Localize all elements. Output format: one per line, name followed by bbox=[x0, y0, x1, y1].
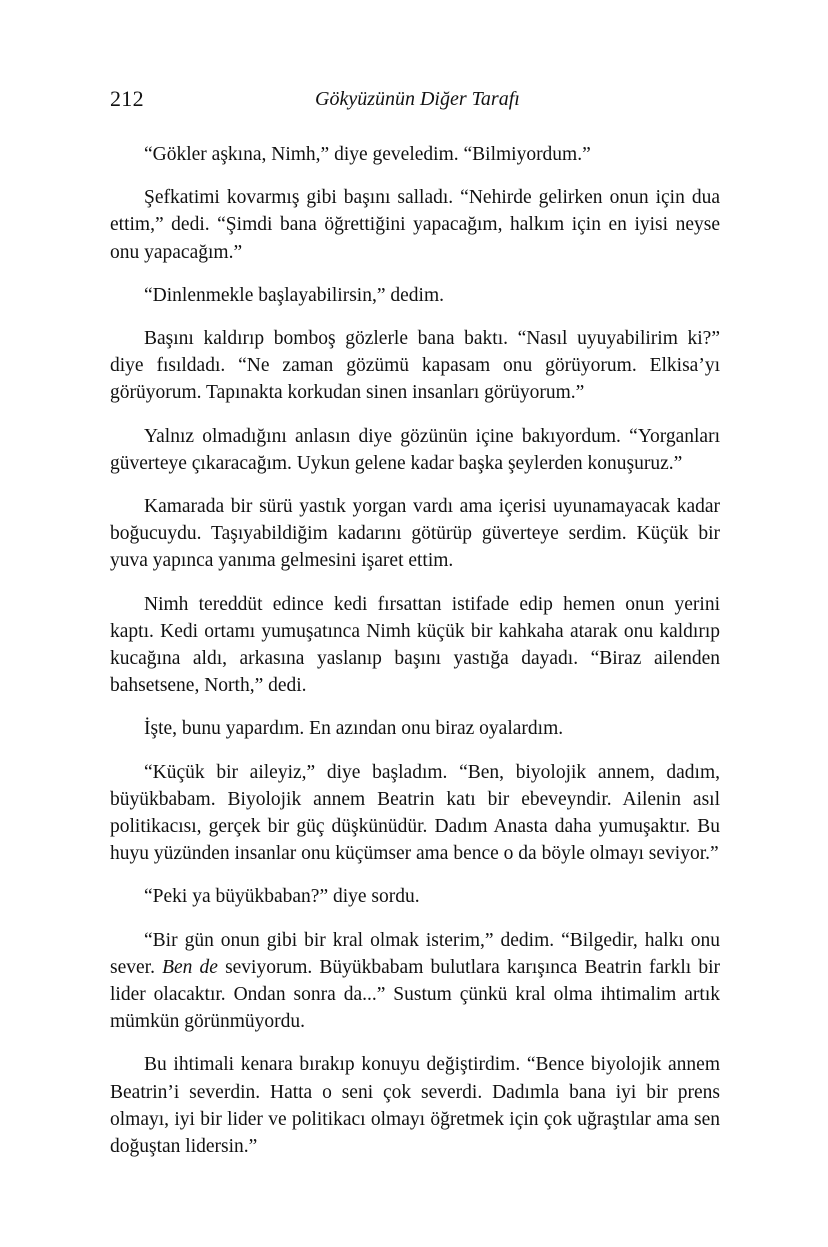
paragraph-12: Bu ihtimali kenara bırakıp konuyu değiştirdim. “Bence biyolojik annem Beatrin’i severdin. Hatta o seni çok severdi. Dadımla bana iyi bir prens olmayı, iyi bir lider ve politikacı olmayı öğretmek için çok uğraştılar ama sen doğuştan lidersin.” bbox=[110, 1054, 720, 1158]
paragraph-11-text-before: “Bir gün onun gibi bir kral olmak isterim,” dedim. “Bilgedir, halkı onu sever. bbox=[110, 929, 720, 978]
paragraph-11-emphasis: Ben de bbox=[162, 956, 218, 978]
paragraph-9: “Küçük bir aileyiz,” diye başladım. “Ben, biyolojik annem, dadım, büyükbabam. Biyolojik annem Beatrin katı bir ebeveyndir. Ailenin asıl politikacısı, gerçek bir güç düşkünüdür. Dadım Anasta daha yumuşaktır. Bu huyu yüzünden insanlar onu küçümser ama bence o da böyle olmayı seviyor.” bbox=[110, 761, 720, 865]
book-title: Gökyüzünün Diğer Tarafı bbox=[315, 88, 520, 110]
paragraph-7: Nimh tereddüt edince kedi fırsattan istifade edip hemen onun yerini kaptı. Kedi ortamı yumuşatınca Nimh küçük bir kahkaha atarak onu kaldırıp kucağına aldı, arkasına yaslanıp başını yastığa dayadı. “Biraz ailenden bahsetsene, North,” dedi. bbox=[110, 593, 720, 697]
paragraph-11 bbox=[110, 927, 720, 1036]
page-number: 212 bbox=[110, 86, 144, 111]
paragraph-3: “Dinlenmekle başlayabilirsin,” dedim. bbox=[144, 284, 444, 306]
paragraph-10: “Peki ya büyükbaban?” diye sordu. bbox=[144, 886, 420, 908]
running-header bbox=[110, 86, 720, 116]
paragraph-11-text-after: seviyorum. Büyükbabam bulutlara karışınca Beatrin farklı bir lider olacaktır. Ondan sonra da...” Sustum çünkü kral olma ihtimalim artık mümkün görünmüyordu. bbox=[110, 956, 720, 1033]
paragraph-4: Başını kaldırıp bomboş gözlerle bana baktı. “Nasıl uyuyabilirim ki?” diye fısıldadı. “Ne zaman gözümü kapasam onu görüyorum. Elkisa’yı görüyorum. Tapınakta korkudan sinen insanları görüyorum.” bbox=[110, 328, 720, 404]
paragraph-2: Şefkatimi kovarmış gibi başını salladı. “Nehirde gelirken onun için dua ettim,” dedi. “Şimdi bana öğrettiğini yapacağım, halkım için en iyisi neyse onu yapacağım.” bbox=[110, 187, 720, 263]
paragraph-5: Yalnız olmadığını anlasın diye gözünün içine bakıyordum. “Yorganları güverteye çıkaracağım. Uykun gelene kadar başka şeylerden konuşuruz.” bbox=[110, 425, 720, 474]
body-text bbox=[110, 141, 720, 1160]
paragraph-8: İşte, bunu yapardım. En azından onu biraz oyalardım. bbox=[144, 718, 564, 740]
paragraph-6: Kamarada bir sürü yastık yorgan vardı ama içerisi uyunamayacak kadar boğucuydu. Taşıyabildiğim kadarını götürüp güverteye serdim. Küçük bir yuva yapınca yanıma gelmesini işaret ettim. bbox=[110, 496, 720, 572]
paragraph-1: “Gökler aşkına, Nimh,” diye geveledim. “Bilmiyordum.” bbox=[144, 144, 591, 165]
